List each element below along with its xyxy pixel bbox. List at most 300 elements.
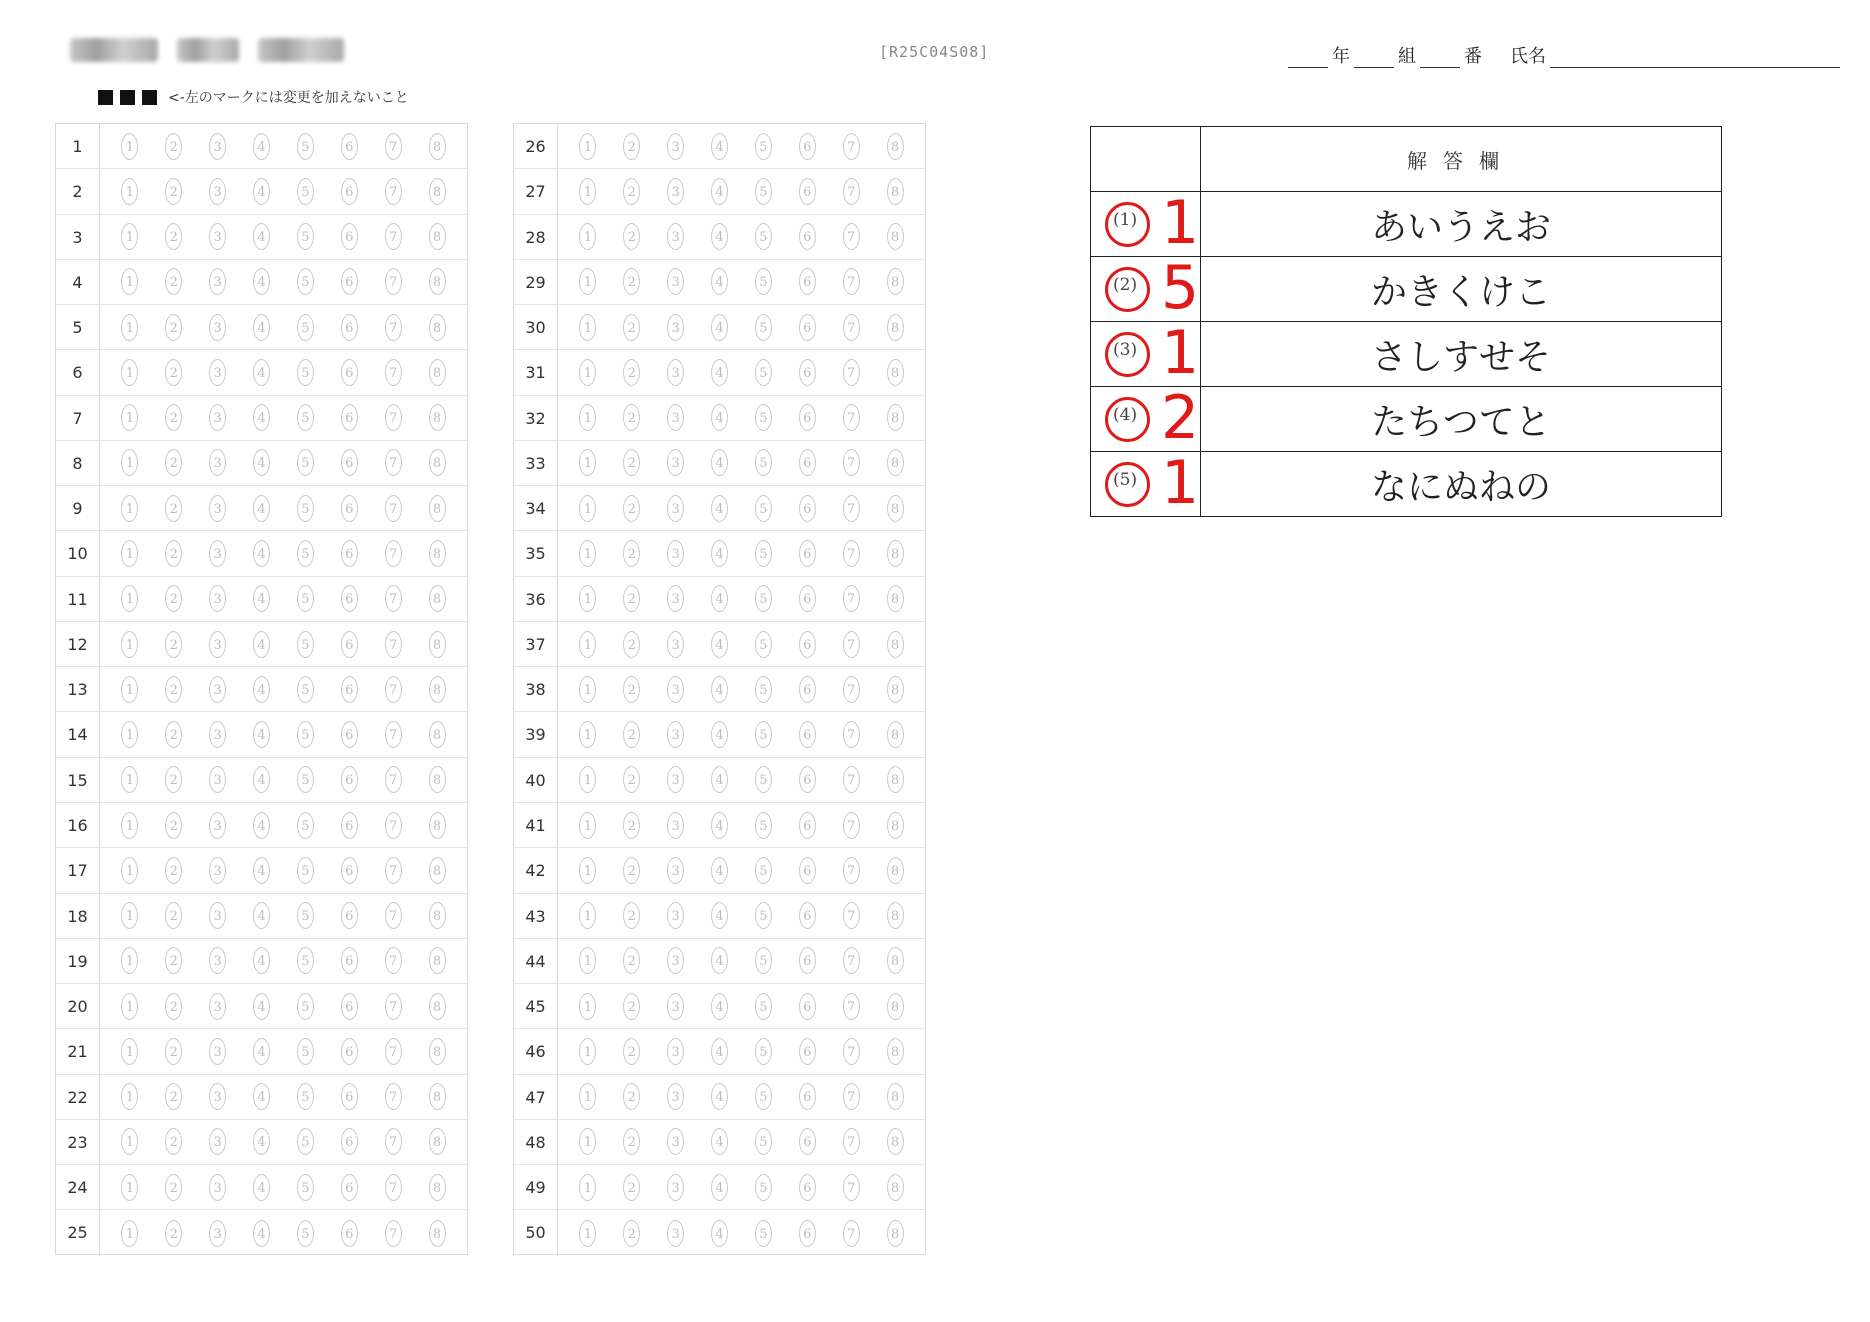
answer-bubble[interactable]: 2 bbox=[165, 721, 182, 748]
answer-bubble[interactable]: 2 bbox=[165, 902, 182, 929]
answer-bubble[interactable]: 2 bbox=[165, 1128, 182, 1155]
answer-bubble[interactable]: 3 bbox=[667, 1128, 684, 1155]
answer-bubble[interactable]: 7 bbox=[385, 676, 402, 703]
answer-bubble[interactable]: 5 bbox=[297, 585, 314, 612]
answer-bubble[interactable]: 1 bbox=[579, 857, 596, 884]
answer-bubble[interactable]: 1 bbox=[121, 178, 138, 205]
answer-bubble[interactable]: 5 bbox=[297, 223, 314, 250]
answer-bubble[interactable]: 3 bbox=[209, 359, 226, 386]
answer-bubble[interactable]: 8 bbox=[429, 812, 446, 839]
answer-bubble[interactable]: 8 bbox=[887, 495, 904, 522]
answer-bubble[interactable]: 5 bbox=[755, 1038, 772, 1065]
answer-bubble[interactable]: 7 bbox=[843, 178, 860, 205]
answer-bubble[interactable]: 4 bbox=[253, 1038, 270, 1065]
answer-bubble[interactable]: 7 bbox=[385, 812, 402, 839]
answer-bubble[interactable]: 8 bbox=[429, 359, 446, 386]
answer-bubble[interactable]: 4 bbox=[711, 585, 728, 612]
answer-bubble[interactable]: 8 bbox=[429, 449, 446, 476]
answer-bubble[interactable]: 8 bbox=[429, 631, 446, 658]
answer-bubble[interactable]: 5 bbox=[297, 812, 314, 839]
answer-bubble[interactable]: 1 bbox=[121, 812, 138, 839]
answer-bubble[interactable]: 1 bbox=[121, 721, 138, 748]
answer-bubble[interactable]: 6 bbox=[341, 857, 358, 884]
answer-bubble[interactable]: 7 bbox=[843, 359, 860, 386]
answer-bubble[interactable]: 7 bbox=[843, 947, 860, 974]
answer-bubble[interactable]: 2 bbox=[623, 1083, 640, 1110]
answer-bubble[interactable]: 2 bbox=[623, 1174, 640, 1201]
answer-bubble[interactable]: 4 bbox=[253, 993, 270, 1020]
answer-bubble[interactable]: 3 bbox=[667, 1038, 684, 1065]
answer-bubble[interactable]: 2 bbox=[623, 133, 640, 160]
answer-bubble[interactable]: 6 bbox=[799, 404, 816, 431]
answer-bubble[interactable]: 4 bbox=[711, 812, 728, 839]
answer-bubble[interactable]: 4 bbox=[253, 676, 270, 703]
answer-bubble[interactable]: 3 bbox=[667, 721, 684, 748]
answer-bubble[interactable]: 7 bbox=[843, 314, 860, 341]
answer-bubble[interactable]: 6 bbox=[799, 268, 816, 295]
answer-bubble[interactable]: 6 bbox=[799, 314, 816, 341]
answer-bubble[interactable]: 6 bbox=[799, 721, 816, 748]
answer-bubble[interactable]: 1 bbox=[579, 314, 596, 341]
answer-bubble[interactable]: 8 bbox=[429, 223, 446, 250]
answer-bubble[interactable]: 3 bbox=[667, 585, 684, 612]
answer-bubble[interactable]: 2 bbox=[165, 449, 182, 476]
answer-bubble[interactable]: 1 bbox=[121, 540, 138, 567]
answer-bubble[interactable]: 4 bbox=[253, 314, 270, 341]
answer-bubble[interactable]: 6 bbox=[341, 268, 358, 295]
answer-bubble[interactable]: 2 bbox=[623, 540, 640, 567]
answer-bubble[interactable]: 1 bbox=[579, 721, 596, 748]
answer-bubble[interactable]: 8 bbox=[887, 721, 904, 748]
answer-bubble[interactable]: 5 bbox=[297, 676, 314, 703]
answer-bubble[interactable]: 2 bbox=[165, 1083, 182, 1110]
answer-bubble[interactable]: 2 bbox=[165, 631, 182, 658]
answer-bubble[interactable]: 1 bbox=[579, 585, 596, 612]
answer-bubble[interactable]: 6 bbox=[799, 585, 816, 612]
answer-bubble[interactable]: 7 bbox=[843, 495, 860, 522]
name-blank[interactable] bbox=[1550, 49, 1840, 68]
answer-bubble[interactable]: 1 bbox=[579, 359, 596, 386]
answer-bubble[interactable]: 1 bbox=[579, 449, 596, 476]
answer-bubble[interactable]: 3 bbox=[667, 449, 684, 476]
answer-bubble[interactable]: 8 bbox=[887, 1083, 904, 1110]
answer-bubble[interactable]: 2 bbox=[165, 1220, 182, 1247]
answer-bubble[interactable]: 4 bbox=[711, 540, 728, 567]
answer-bubble[interactable]: 5 bbox=[755, 1220, 772, 1247]
answer-bubble[interactable]: 3 bbox=[209, 585, 226, 612]
answer-bubble[interactable]: 5 bbox=[297, 359, 314, 386]
answer-bubble[interactable]: 6 bbox=[799, 223, 816, 250]
answer-bubble[interactable]: 1 bbox=[121, 359, 138, 386]
answer-bubble[interactable]: 1 bbox=[121, 133, 138, 160]
answer-bubble[interactable]: 8 bbox=[429, 133, 446, 160]
answer-bubble[interactable]: 6 bbox=[341, 812, 358, 839]
answer-bubble[interactable]: 1 bbox=[579, 676, 596, 703]
answer-bubble[interactable]: 8 bbox=[887, 314, 904, 341]
answer-bubble[interactable]: 7 bbox=[843, 133, 860, 160]
answer-bubble[interactable]: 1 bbox=[121, 947, 138, 974]
answer-bubble[interactable]: 3 bbox=[209, 857, 226, 884]
answer-bubble[interactable]: 1 bbox=[121, 857, 138, 884]
answer-bubble[interactable]: 2 bbox=[623, 766, 640, 793]
answer-bubble[interactable]: 1 bbox=[579, 404, 596, 431]
answer-bubble[interactable]: 6 bbox=[341, 721, 358, 748]
answer-bubble[interactable]: 5 bbox=[297, 1128, 314, 1155]
answer-bubble[interactable]: 4 bbox=[711, 178, 728, 205]
answer-bubble[interactable]: 5 bbox=[755, 857, 772, 884]
answer-bubble[interactable]: 1 bbox=[121, 1038, 138, 1065]
answer-bubble[interactable]: 3 bbox=[209, 947, 226, 974]
answer-bubble[interactable]: 4 bbox=[253, 1128, 270, 1155]
answer-bubble[interactable]: 2 bbox=[623, 1038, 640, 1065]
answer-bubble[interactable]: 3 bbox=[667, 857, 684, 884]
answer-bubble[interactable]: 6 bbox=[799, 1220, 816, 1247]
answer-bubble[interactable]: 7 bbox=[385, 631, 402, 658]
answer-bubble[interactable]: 8 bbox=[429, 1220, 446, 1247]
answer-bubble[interactable]: 5 bbox=[755, 993, 772, 1020]
answer-bubble[interactable]: 8 bbox=[887, 404, 904, 431]
answer-bubble[interactable]: 8 bbox=[429, 766, 446, 793]
answer-bubble[interactable]: 4 bbox=[253, 449, 270, 476]
answer-bubble[interactable]: 1 bbox=[579, 812, 596, 839]
year-blank[interactable] bbox=[1288, 49, 1328, 68]
answer-bubble[interactable]: 1 bbox=[579, 1174, 596, 1201]
answer-bubble[interactable]: 4 bbox=[253, 631, 270, 658]
answer-bubble[interactable]: 8 bbox=[429, 585, 446, 612]
answer-bubble[interactable]: 2 bbox=[623, 495, 640, 522]
answer-bubble[interactable]: 6 bbox=[799, 1174, 816, 1201]
answer-bubble[interactable]: 1 bbox=[121, 495, 138, 522]
answer-bubble[interactable]: 5 bbox=[755, 133, 772, 160]
answer-bubble[interactable]: 3 bbox=[209, 314, 226, 341]
answer-bubble[interactable]: 2 bbox=[165, 585, 182, 612]
answer-bubble[interactable]: 3 bbox=[209, 404, 226, 431]
answer-bubble[interactable]: 4 bbox=[253, 268, 270, 295]
answer-bubble[interactable]: 3 bbox=[209, 902, 226, 929]
answer-bubble[interactable]: 7 bbox=[385, 540, 402, 567]
answer-bubble[interactable]: 5 bbox=[297, 540, 314, 567]
answer-bubble[interactable]: 6 bbox=[341, 133, 358, 160]
answer-bubble[interactable]: 1 bbox=[579, 223, 596, 250]
answer-bubble[interactable]: 7 bbox=[843, 766, 860, 793]
answer-bubble[interactable]: 3 bbox=[667, 495, 684, 522]
answer-bubble[interactable]: 6 bbox=[341, 1220, 358, 1247]
answer-bubble[interactable]: 5 bbox=[755, 1083, 772, 1110]
answer-bubble[interactable]: 3 bbox=[209, 1128, 226, 1155]
answer-bubble[interactable]: 4 bbox=[711, 268, 728, 295]
answer-bubble[interactable]: 6 bbox=[341, 676, 358, 703]
answer-bubble[interactable]: 7 bbox=[385, 178, 402, 205]
answer-bubble[interactable]: 2 bbox=[623, 223, 640, 250]
answer-bubble[interactable]: 2 bbox=[165, 314, 182, 341]
answer-bubble[interactable]: 7 bbox=[843, 585, 860, 612]
answer-bubble[interactable]: 5 bbox=[297, 133, 314, 160]
answer-bubble[interactable]: 5 bbox=[755, 812, 772, 839]
answer-bubble[interactable]: 7 bbox=[385, 721, 402, 748]
answer-bubble[interactable]: 6 bbox=[799, 857, 816, 884]
answer-bubble[interactable]: 4 bbox=[253, 495, 270, 522]
answer-bubble[interactable]: 4 bbox=[253, 540, 270, 567]
answer-bubble[interactable]: 5 bbox=[755, 1128, 772, 1155]
answer-bubble[interactable]: 5 bbox=[755, 585, 772, 612]
answer-bubble[interactable]: 3 bbox=[667, 812, 684, 839]
answer-bubble[interactable]: 7 bbox=[843, 1128, 860, 1155]
answer-bubble[interactable]: 3 bbox=[667, 1174, 684, 1201]
answer-bubble[interactable]: 7 bbox=[843, 1083, 860, 1110]
answer-bubble[interactable]: 7 bbox=[385, 993, 402, 1020]
answer-bubble[interactable]: 2 bbox=[623, 178, 640, 205]
answer-bubble[interactable]: 4 bbox=[711, 495, 728, 522]
answer-bubble[interactable]: 3 bbox=[209, 223, 226, 250]
answer-bubble[interactable]: 7 bbox=[385, 449, 402, 476]
answer-bubble[interactable]: 6 bbox=[799, 133, 816, 160]
answer-bubble[interactable]: 7 bbox=[843, 812, 860, 839]
answer-bubble[interactable]: 2 bbox=[165, 495, 182, 522]
answer-bubble[interactable]: 2 bbox=[165, 993, 182, 1020]
answer-bubble[interactable]: 1 bbox=[121, 314, 138, 341]
answer-bubble[interactable]: 6 bbox=[341, 1174, 358, 1201]
answer-bubble[interactable]: 4 bbox=[711, 902, 728, 929]
answer-bubble[interactable]: 6 bbox=[341, 585, 358, 612]
answer-bubble[interactable]: 2 bbox=[165, 359, 182, 386]
answer-bubble[interactable]: 5 bbox=[297, 1083, 314, 1110]
answer-bubble[interactable]: 8 bbox=[429, 1038, 446, 1065]
answer-bubble[interactable]: 4 bbox=[711, 857, 728, 884]
answer-bubble[interactable]: 7 bbox=[385, 857, 402, 884]
answer-bubble[interactable]: 1 bbox=[579, 766, 596, 793]
answer-bubble[interactable]: 7 bbox=[385, 404, 402, 431]
answer-bubble[interactable]: 2 bbox=[165, 857, 182, 884]
answer-bubble[interactable]: 2 bbox=[623, 947, 640, 974]
answer-bubble[interactable]: 7 bbox=[843, 540, 860, 567]
answer-bubble[interactable]: 5 bbox=[755, 314, 772, 341]
answer-bubble[interactable]: 5 bbox=[755, 721, 772, 748]
answer-bubble[interactable]: 6 bbox=[799, 631, 816, 658]
answer-bubble[interactable]: 3 bbox=[209, 993, 226, 1020]
answer-bubble[interactable]: 3 bbox=[209, 631, 226, 658]
answer-bubble[interactable]: 6 bbox=[341, 223, 358, 250]
answer-bubble[interactable]: 7 bbox=[843, 449, 860, 476]
answer-bubble[interactable]: 5 bbox=[755, 902, 772, 929]
answer-bubble[interactable]: 4 bbox=[253, 178, 270, 205]
answer-bubble[interactable]: 2 bbox=[165, 766, 182, 793]
answer-bubble[interactable]: 7 bbox=[843, 631, 860, 658]
answer-bubble[interactable]: 2 bbox=[623, 268, 640, 295]
answer-bubble[interactable]: 8 bbox=[887, 1174, 904, 1201]
answer-bubble[interactable]: 4 bbox=[711, 1174, 728, 1201]
answer-bubble[interactable]: 2 bbox=[165, 1174, 182, 1201]
answer-bubble[interactable]: 5 bbox=[297, 1174, 314, 1201]
answer-bubble[interactable]: 3 bbox=[667, 1220, 684, 1247]
answer-bubble[interactable]: 6 bbox=[799, 993, 816, 1020]
answer-bubble[interactable]: 4 bbox=[711, 676, 728, 703]
answer-bubble[interactable]: 1 bbox=[121, 404, 138, 431]
answer-bubble[interactable]: 8 bbox=[887, 993, 904, 1020]
answer-bubble[interactable]: 7 bbox=[385, 314, 402, 341]
answer-bubble[interactable]: 2 bbox=[165, 1038, 182, 1065]
answer-bubble[interactable]: 7 bbox=[843, 223, 860, 250]
answer-bubble[interactable]: 4 bbox=[711, 947, 728, 974]
answer-bubble[interactable]: 3 bbox=[667, 676, 684, 703]
answer-bubble[interactable]: 8 bbox=[887, 947, 904, 974]
answer-bubble[interactable]: 3 bbox=[209, 133, 226, 160]
answer-bubble[interactable]: 3 bbox=[667, 404, 684, 431]
answer-bubble[interactable]: 2 bbox=[165, 812, 182, 839]
answer-bubble[interactable]: 8 bbox=[887, 359, 904, 386]
answer-bubble[interactable]: 6 bbox=[799, 902, 816, 929]
answer-bubble[interactable]: 4 bbox=[711, 993, 728, 1020]
answer-bubble[interactable]: 2 bbox=[623, 359, 640, 386]
answer-bubble[interactable]: 4 bbox=[253, 359, 270, 386]
answer-bubble[interactable]: 5 bbox=[755, 631, 772, 658]
answer-bubble[interactable]: 3 bbox=[209, 540, 226, 567]
answer-bubble[interactable]: 7 bbox=[843, 1174, 860, 1201]
answer-bubble[interactable]: 4 bbox=[711, 766, 728, 793]
answer-bubble[interactable]: 5 bbox=[755, 404, 772, 431]
answer-bubble[interactable]: 3 bbox=[209, 495, 226, 522]
answer-bubble[interactable]: 8 bbox=[887, 857, 904, 884]
answer-bubble[interactable]: 1 bbox=[121, 631, 138, 658]
answer-bubble[interactable]: 7 bbox=[843, 676, 860, 703]
answer-bubble[interactable]: 3 bbox=[209, 1174, 226, 1201]
answer-bubble[interactable]: 3 bbox=[209, 721, 226, 748]
answer-bubble[interactable]: 6 bbox=[799, 540, 816, 567]
answer-bubble[interactable]: 5 bbox=[297, 993, 314, 1020]
answer-bubble[interactable]: 5 bbox=[297, 766, 314, 793]
answer-bubble[interactable]: 1 bbox=[579, 1128, 596, 1155]
answer-bubble[interactable]: 7 bbox=[385, 359, 402, 386]
answer-bubble[interactable]: 1 bbox=[121, 223, 138, 250]
answer-bubble[interactable]: 8 bbox=[429, 993, 446, 1020]
answer-bubble[interactable]: 3 bbox=[667, 902, 684, 929]
answer-bubble[interactable]: 8 bbox=[887, 631, 904, 658]
answer-bubble[interactable]: 2 bbox=[623, 676, 640, 703]
answer-bubble[interactable]: 2 bbox=[165, 947, 182, 974]
answer-bubble[interactable]: 2 bbox=[623, 585, 640, 612]
answer-bubble[interactable]: 5 bbox=[297, 495, 314, 522]
answer-bubble[interactable]: 8 bbox=[429, 495, 446, 522]
answer-bubble[interactable]: 5 bbox=[297, 268, 314, 295]
answer-bubble[interactable]: 5 bbox=[755, 268, 772, 295]
answer-bubble[interactable]: 4 bbox=[711, 721, 728, 748]
answer-bubble[interactable]: 4 bbox=[711, 631, 728, 658]
answer-bubble[interactable]: 7 bbox=[385, 1083, 402, 1110]
answer-bubble[interactable]: 8 bbox=[429, 1083, 446, 1110]
answer-bubble[interactable]: 7 bbox=[385, 766, 402, 793]
class-blank[interactable] bbox=[1354, 49, 1394, 68]
answer-bubble[interactable]: 8 bbox=[887, 766, 904, 793]
answer-bubble[interactable]: 1 bbox=[121, 268, 138, 295]
answer-bubble[interactable]: 7 bbox=[385, 1174, 402, 1201]
answer-bubble[interactable]: 6 bbox=[341, 766, 358, 793]
answer-bubble[interactable]: 7 bbox=[843, 1220, 860, 1247]
answer-bubble[interactable]: 1 bbox=[121, 1128, 138, 1155]
answer-bubble[interactable]: 3 bbox=[209, 1083, 226, 1110]
answer-bubble[interactable]: 1 bbox=[579, 993, 596, 1020]
answer-bubble[interactable]: 1 bbox=[579, 631, 596, 658]
answer-bubble[interactable]: 3 bbox=[209, 178, 226, 205]
answer-bubble[interactable]: 4 bbox=[711, 1038, 728, 1065]
answer-bubble[interactable]: 3 bbox=[667, 947, 684, 974]
answer-bubble[interactable]: 7 bbox=[843, 268, 860, 295]
answer-bubble[interactable]: 3 bbox=[209, 1220, 226, 1247]
answer-bubble[interactable]: 5 bbox=[297, 857, 314, 884]
answer-bubble[interactable]: 5 bbox=[755, 540, 772, 567]
answer-bubble[interactable]: 5 bbox=[755, 676, 772, 703]
answer-bubble[interactable]: 1 bbox=[579, 947, 596, 974]
answer-bubble[interactable]: 4 bbox=[711, 449, 728, 476]
number-blank[interactable] bbox=[1420, 49, 1460, 68]
answer-bubble[interactable]: 6 bbox=[341, 495, 358, 522]
answer-bubble[interactable]: 5 bbox=[297, 1220, 314, 1247]
answer-bubble[interactable]: 1 bbox=[121, 585, 138, 612]
answer-bubble[interactable]: 4 bbox=[711, 1220, 728, 1247]
answer-bubble[interactable]: 5 bbox=[297, 902, 314, 929]
answer-bubble[interactable]: 8 bbox=[429, 721, 446, 748]
answer-bubble[interactable]: 2 bbox=[623, 631, 640, 658]
answer-bubble[interactable]: 3 bbox=[667, 359, 684, 386]
answer-bubble[interactable]: 3 bbox=[209, 812, 226, 839]
answer-bubble[interactable]: 1 bbox=[121, 993, 138, 1020]
answer-bubble[interactable]: 7 bbox=[385, 133, 402, 160]
answer-bubble[interactable]: 4 bbox=[253, 1220, 270, 1247]
answer-bubble[interactable]: 8 bbox=[887, 1128, 904, 1155]
answer-bubble[interactable]: 8 bbox=[887, 133, 904, 160]
answer-bubble[interactable]: 5 bbox=[297, 404, 314, 431]
answer-bubble[interactable]: 8 bbox=[887, 1220, 904, 1247]
answer-bubble[interactable]: 5 bbox=[297, 721, 314, 748]
answer-bubble[interactable]: 5 bbox=[755, 178, 772, 205]
answer-bubble[interactable]: 1 bbox=[579, 133, 596, 160]
answer-bubble[interactable]: 3 bbox=[667, 766, 684, 793]
answer-bubble[interactable]: 6 bbox=[341, 449, 358, 476]
answer-bubble[interactable]: 4 bbox=[711, 314, 728, 341]
answer-bubble[interactable]: 8 bbox=[887, 1038, 904, 1065]
answer-bubble[interactable]: 6 bbox=[341, 1038, 358, 1065]
answer-bubble[interactable]: 8 bbox=[429, 540, 446, 567]
answer-bubble[interactable]: 4 bbox=[253, 223, 270, 250]
answer-bubble[interactable]: 7 bbox=[843, 993, 860, 1020]
answer-bubble[interactable]: 2 bbox=[623, 1220, 640, 1247]
answer-bubble[interactable]: 6 bbox=[341, 1128, 358, 1155]
answer-bubble[interactable]: 4 bbox=[253, 812, 270, 839]
answer-bubble[interactable]: 5 bbox=[297, 178, 314, 205]
answer-bubble[interactable]: 3 bbox=[667, 314, 684, 341]
answer-bubble[interactable]: 5 bbox=[755, 449, 772, 476]
answer-bubble[interactable]: 6 bbox=[341, 1083, 358, 1110]
answer-bubble[interactable]: 4 bbox=[253, 766, 270, 793]
answer-bubble[interactable]: 2 bbox=[623, 721, 640, 748]
answer-bubble[interactable]: 6 bbox=[341, 178, 358, 205]
answer-bubble[interactable]: 2 bbox=[165, 676, 182, 703]
answer-bubble[interactable]: 8 bbox=[429, 314, 446, 341]
answer-bubble[interactable]: 3 bbox=[667, 631, 684, 658]
answer-bubble[interactable]: 5 bbox=[297, 947, 314, 974]
answer-bubble[interactable]: 4 bbox=[711, 223, 728, 250]
answer-bubble[interactable]: 1 bbox=[579, 268, 596, 295]
answer-bubble[interactable]: 8 bbox=[887, 812, 904, 839]
answer-bubble[interactable]: 8 bbox=[887, 585, 904, 612]
answer-bubble[interactable]: 2 bbox=[165, 540, 182, 567]
answer-bubble[interactable]: 6 bbox=[341, 631, 358, 658]
answer-bubble[interactable]: 1 bbox=[579, 178, 596, 205]
answer-bubble[interactable]: 4 bbox=[711, 404, 728, 431]
answer-bubble[interactable]: 2 bbox=[165, 178, 182, 205]
answer-bubble[interactable]: 1 bbox=[579, 1083, 596, 1110]
answer-bubble[interactable]: 8 bbox=[429, 1128, 446, 1155]
answer-bubble[interactable]: 3 bbox=[667, 993, 684, 1020]
answer-bubble[interactable]: 6 bbox=[799, 1038, 816, 1065]
